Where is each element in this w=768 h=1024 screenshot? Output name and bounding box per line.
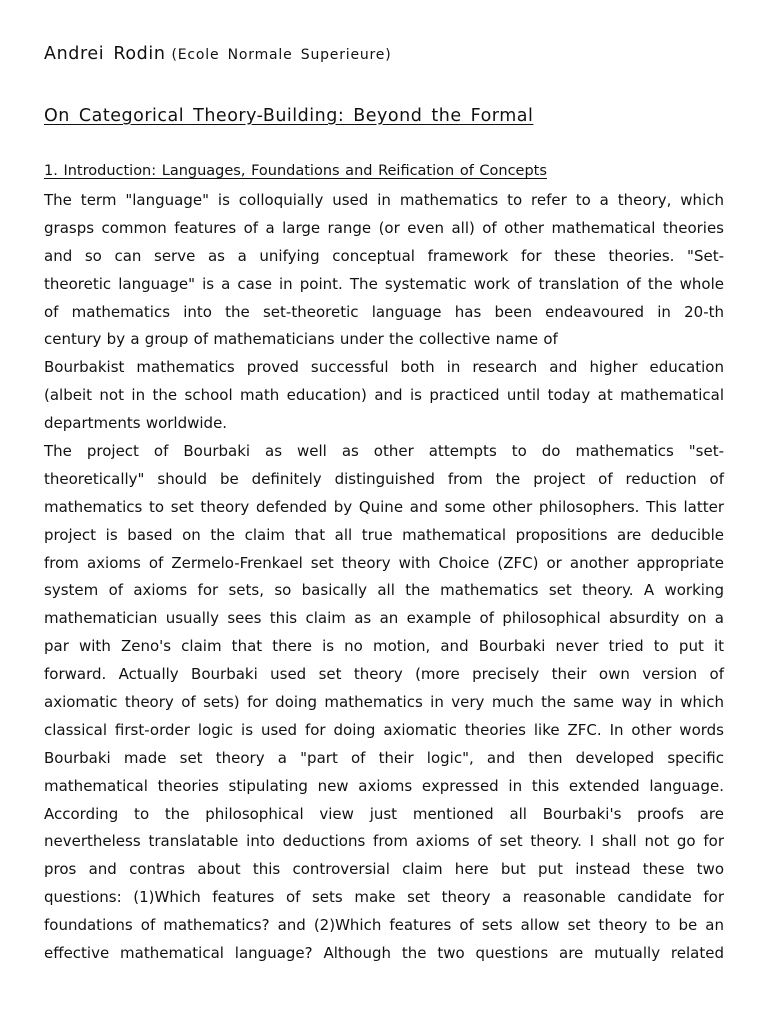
section-heading: 1. Introduction: Languages, Foundations and Reification of Concepts — [44, 163, 547, 179]
body-line: According to the philosophical view just mentioned all Bourbaki's proofs are — [44, 804, 724, 823]
body-line: questions: (1)Which features of sets make set theory a reasonable candidate for — [44, 888, 724, 907]
body-line: project is based on the claim that all true mathematical propositions are deducible — [44, 525, 724, 544]
body-line: nevertheless translatable into deductions from axioms of set theory. I shall not go for — [44, 832, 724, 851]
body-line: departments worldwide. — [44, 414, 228, 433]
author-line — [44, 44, 391, 64]
body-line: axiomatic theory of sets) for doing mathematics in very much the same way in which — [44, 693, 724, 712]
body-line: Bourbaki made set theory a "part of their logic", and then developed specific — [44, 748, 724, 767]
paper-title: On Categorical Theory-Building: Beyond the Formal — [44, 106, 534, 126]
body-line: from axioms of Zermelo-Frenkael set theory with Choice (ZFC) or another appropriate — [44, 553, 724, 572]
body-text — [44, 187, 724, 968]
body-line: (albeit not in the school math education) and is practiced until today at mathematical — [44, 386, 724, 405]
body-line: of mathematics into the set-theoretic language has been endeavoured in 20-th — [44, 302, 724, 321]
author-name: Andrei Rodin — [44, 44, 166, 64]
body-line: and so can serve as a unifying conceptual framework for these theories. "Set- — [44, 246, 724, 265]
body-line: foundations of mathematics? and (2)Which features of sets allow set theory to be an — [44, 916, 724, 935]
body-line: theoretic language" is a case in point. The systematic work of translation of the whole — [44, 274, 724, 293]
body-line: classical first-order logic is used for doing axiomatic theories like ZFC. In other words — [44, 720, 724, 739]
body-line: Bourbakist mathematics proved successful both in research and higher education — [44, 358, 724, 377]
body-line: mathematical theories stipulating new axioms expressed in this extended language. — [44, 776, 724, 795]
body-line: mathematics to set theory defended by Quine and some other philosophers. This latter — [44, 497, 724, 516]
body-line: The project of Bourbaki as well as other attempts to do mathematics "set- — [44, 442, 724, 461]
body-line: century by a group of mathematicians under the collective name of — [44, 330, 558, 349]
body-line: system of axioms for sets, so basically all the mathematics set theory. A working — [44, 581, 724, 600]
body-line: theoretically" should be definitely distinguished from the project of reduction of — [44, 469, 724, 488]
body-line: effective mathematical language? Although the two questions are mutually related — [44, 944, 724, 963]
body-line: grasps common features of a large range (or even all) of other mathematical theories — [44, 218, 724, 237]
body-line: The term "language" is colloquially used in mathematics to refer to a theory, which — [44, 191, 724, 209]
body-line: par with Zeno's claim that there is no motion, and Bourbaki never tried to put it — [44, 637, 724, 656]
body-line: pros and contras about this controversial claim here but put instead these two — [44, 860, 724, 879]
body-line: mathematician usually sees this claim as an example of philosophical absurdity on a — [44, 609, 724, 628]
body-line: forward. Actually Bourbaki used set theory (more precisely their own version of — [44, 665, 724, 684]
author-affiliation: (Ecole Normale Superieure) — [171, 47, 392, 63]
